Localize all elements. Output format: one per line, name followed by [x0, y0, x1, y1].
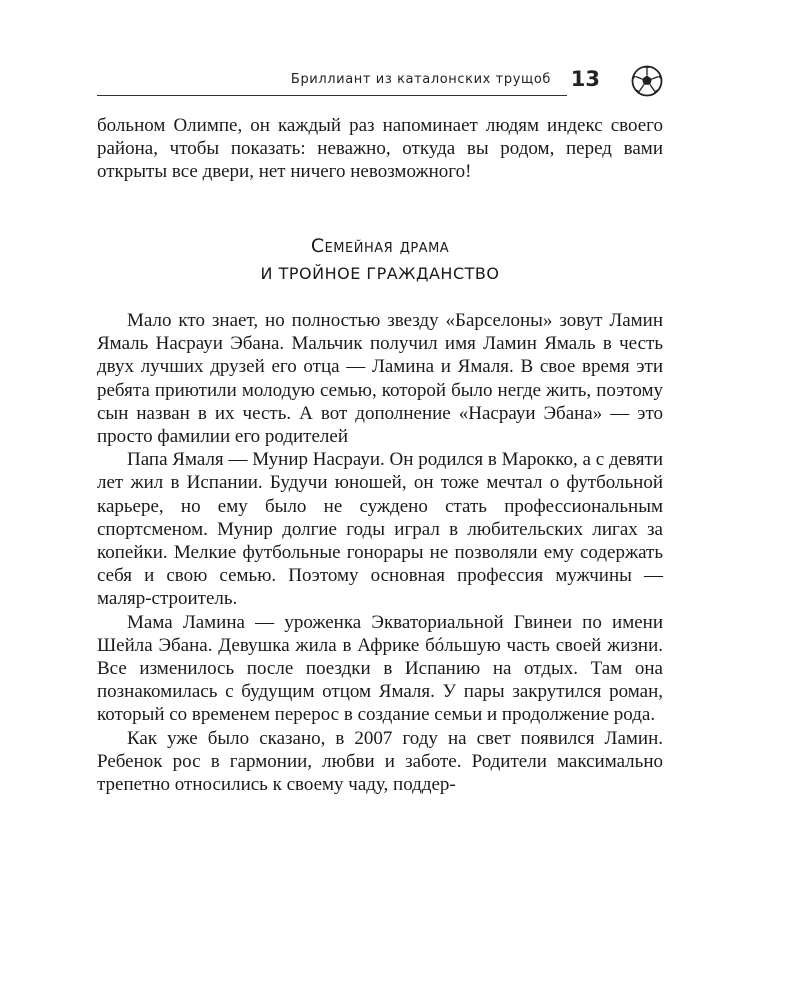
paragraph-mother: Мама Ламина — уроженка Экваториальной Гвинеи по имени Шейла Эбана. Девушка жила в Африке бóльшую часть своей жизни. Все изменилось после поездки в Испанию на отдых. Там она познакомилась с будущим отцом Ямаля. У пары закрутился роман, который со временем перерос в создание семьи и продолжение рода.: [97, 611, 663, 726]
section-heading-line-2: И ТРОЙНОЕ ГРАЖДАНСТВО: [260, 264, 500, 283]
intro-paragraph: больном Олимпе, он каждый раз напоминает людям индекс своего района, чтобы показать: неважно, откуда вы родом, перед вами открыты все двери, нет ничего невозможного!: [97, 115, 663, 183]
paragraph-father: Папа Ямаля — Мунир Насрауи. Он родился в Марокко, а с девяти лет жил в Испании. Будучи юношей, он тоже мечтал о футбольной карьере, но ему было не суждено стать профессиональным спортсменом. Мунир долгие годы играл в любительских лигах за копейки. Мелкие футбольные гонорары не позволяли ему содержать себя и свою семью. Поэтому основная профессия мужчины — маляр-строитель.: [97, 449, 663, 610]
intro-text: [97, 114, 663, 184]
running-title: Бриллиант из каталонских трущоб: [290, 72, 551, 87]
paragraph-birth: Как уже было сказано, в 2007 году на свет появился Ламин. Ребенок рос в гармонии, любви и заботе. Родители максимально трепетно относились к своему чаду, поддер-: [97, 727, 663, 796]
header-divider: [97, 95, 567, 96]
section-heading-line-1: Семейная драма: [310, 235, 450, 257]
soccer-ball-icon: [631, 65, 663, 97]
running-header: [97, 62, 663, 98]
page-number: 13: [570, 67, 600, 91]
section-body: [97, 309, 663, 796]
paragraph-name: Мало кто знает, но полностью звезду «Барселоны» зовут Ламин Ямаль Насрауи Эбана. Мальчик получил имя Ламин Ямаль в честь двух лучших друзей его отца — Ламина и Ямаля. В свое время эти ребята приютили молодую семью, которой было негде жить, поэтому сын назван в их честь. А вот дополнение «Насрауи Эбана» — это просто фамилии его родителей: [97, 310, 663, 448]
